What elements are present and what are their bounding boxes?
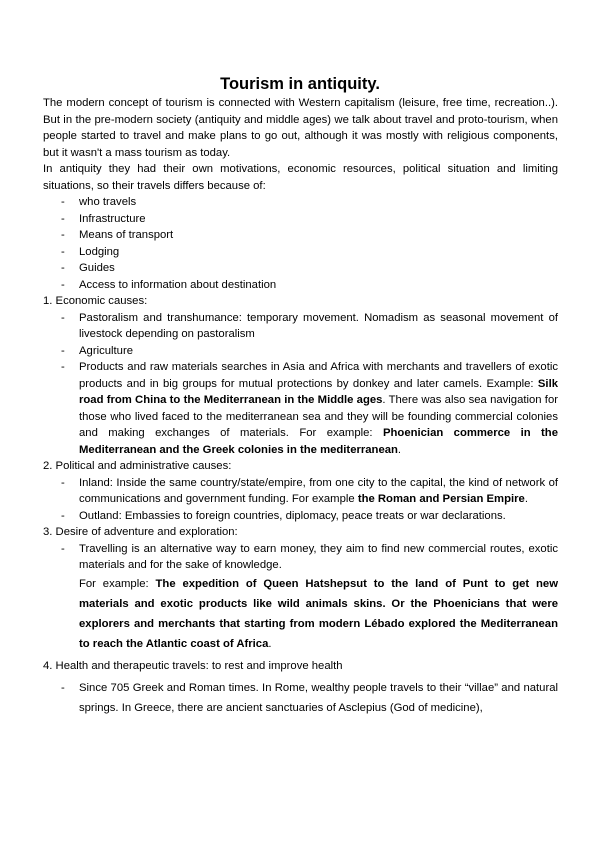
- list-item: - Lodging: [43, 244, 558, 261]
- intro-paragraph-2: In antiquity they had their own motivations, economic resources, political situation and limiting situations, so their travels differs because of:: [43, 163, 558, 192]
- list-item: - who travels: [43, 194, 558, 211]
- text-run: Travelling is an alternative way to earn money, they aim to find new commercial routes, exotic materials and for the sake of knowledge.: [79, 542, 558, 571]
- page-title: Tourism in antiquity.: [220, 75, 380, 93]
- section-heading-health: 4. Health and therapeutic travels: to rest and improve health: [43, 659, 343, 672]
- intro-paragraph: The modern concept of tourism is connected with Western capitalism (leisure, free time, recreation..). But in the pre-modern society (antiquity and middle ages) we talk about travel and proto-tourism, when people started to travel and make plans to go out, although it was mostly with religious components, but it wasn't a mass tourism as today.: [43, 97, 558, 159]
- list-item: [43, 541, 558, 654]
- economic-list: [43, 310, 558, 459]
- bold-example: Silk road from China to the Mediterranean in the Middle ages: [79, 377, 558, 406]
- list-item: [43, 475, 558, 508]
- text-run: .: [397, 443, 402, 456]
- health-list: [43, 678, 558, 718]
- text-run: .: [524, 493, 528, 505]
- bold-example: Phoenician commerce in the Mediterranean and the Greek colonies in the mediterranean: [79, 427, 558, 456]
- list-item: [43, 359, 558, 458]
- list-item: - Pastoralism and transhumance: temporary movement. Nomadism as seasonal movement of livestock depending on pastoralism: [43, 310, 558, 343]
- document-body: [43, 95, 558, 718]
- factor-list: [43, 194, 558, 293]
- section-heading-economic: 1. Economic causes:: [43, 295, 148, 307]
- text-run: Products and raw materials searches in Asia and Africa with merchants and travellers of exotic products and in big groups for mutual protections by donkey and later camels. Example:: [79, 361, 558, 390]
- bold-example: the Roman and Persian Empire: [357, 493, 525, 505]
- text-run: For example:: [79, 577, 156, 590]
- list-item: - Agriculture: [43, 343, 558, 360]
- bold-example: The expedition of Queen Hatshepsut to the land of Punt to get new materials and exotic products like wild animals skins. Or the Phoenicians that were explorers and merchants that starting from modern Lébado explored the Mediterranean to reach the Atlantic coast of Africa: [79, 577, 559, 650]
- list-item: - Since 705 Greek and Roman times. In Rome, wealthy people travels to their “villae” and natural springs. In Greece, there are ancient sanctuaries of Asclepius (God of medicine),: [43, 678, 558, 718]
- example-paragraph: [79, 574, 558, 654]
- section-heading-political: 2. Political and administrative causes:: [43, 460, 232, 472]
- section-heading-adventure: 3. Desire of adventure and exploration:: [43, 526, 238, 538]
- text-run: .: [268, 637, 272, 650]
- list-item: - Means of transport: [43, 227, 558, 244]
- text-run: . There was also sea navigation for those who lived faced to the mediterranean sea and they will be founding commercial colonies and making exchanges of materials. For example:: [79, 394, 558, 439]
- list-item: - Outland: Embassies to foreign countries, diplomacy, peace treats or war declarations.: [43, 508, 558, 525]
- list-item: - Infrastructure: [43, 211, 558, 228]
- list-item: - Access to information about destination: [43, 277, 558, 294]
- text-run: Inland: Inside the same country/state/empire, from one city to the capital, the kind of network of communications and government funding. For example: [79, 476, 558, 505]
- list-item: - Guides: [43, 260, 558, 277]
- political-list: [43, 475, 558, 525]
- adventure-list: [43, 541, 558, 654]
